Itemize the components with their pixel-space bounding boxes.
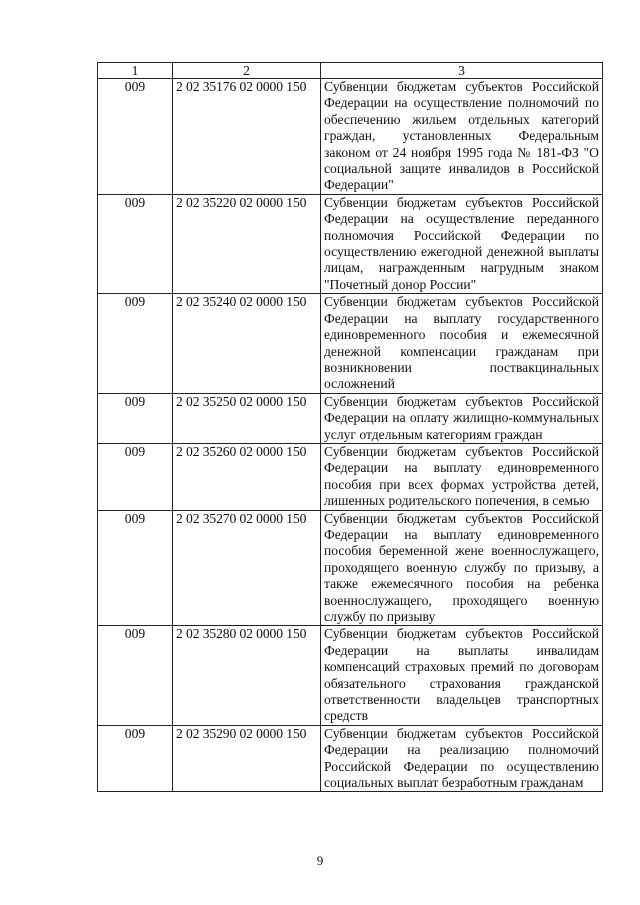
revenue-name-cell: Субвенции бюджетам субъектов Российской Федерации на выплату единовременного пособия беременной жене военнослужащего, проходящего военную службу по призыву, а также ежемесячного пособия на ребенка военнослужащего, проходящего военную службу по призыву	[321, 510, 603, 626]
revenue-code-cell: 2 02 35176 02 0000 150	[173, 79, 321, 195]
table-row	[98, 294, 603, 393]
revenue-code-cell: 2 02 35250 02 0000 150	[173, 393, 321, 443]
table-row	[98, 393, 603, 443]
revenue-name-cell: Субвенции бюджетам субъектов Российской Федерации на выплату государственного единовременного пособия и ежемесячной денежной компенсации гражданам при возникновении поствакцинальных осложнений	[321, 294, 603, 393]
revenue-name-cell: Субвенции бюджетам субъектов Российской Федерации на оплату жилищно-коммунальных услуг отдельным категориям граждан	[321, 393, 603, 443]
revenue-name-cell: Субвенции бюджетам субъектов Российской Федерации на выплаты инвалидам компенсаций страховых премий по договорам обязательного страхования гражданской ответственности владельцев транспортных средств	[321, 626, 603, 725]
admin-code-cell: 009	[98, 626, 173, 725]
table-row	[98, 443, 603, 510]
admin-code-cell: 009	[98, 194, 173, 293]
revenue-code-cell: 2 02 35240 02 0000 150	[173, 294, 321, 393]
revenue-code-cell: 2 02 35280 02 0000 150	[173, 626, 321, 725]
revenue-code-cell: 2 02 35260 02 0000 150	[173, 443, 321, 510]
page-number: 9	[316, 853, 324, 868]
revenue-code-cell: 2 02 35220 02 0000 150	[173, 194, 321, 293]
header-col-1: 1	[98, 63, 173, 79]
budget-codes-table	[97, 62, 603, 792]
table-row	[98, 194, 603, 293]
admin-code-cell: 009	[98, 79, 173, 195]
admin-code-cell: 009	[98, 393, 173, 443]
table-row	[98, 626, 603, 725]
admin-code-cell: 009	[98, 510, 173, 626]
admin-code-cell: 009	[98, 725, 173, 792]
revenue-name-cell: Субвенции бюджетам субъектов Российской Федерации на реализацию полномочий Российской Федерации по осуществлению социальных выплат безработным гражданам	[321, 725, 603, 792]
revenue-name-cell: Субвенции бюджетам субъектов Российской Федерации на выплату единовременного пособия при всех формах устройства детей, лишенных родительского попечения, в семью	[321, 443, 603, 510]
revenue-name-cell: Субвенции бюджетам субъектов Российской Федерации на осуществление переданного полномочия Российской Федерации по осуществлению ежегодной денежной выплаты лицам, награжденным нагрудным знаком "Почетный донор России"	[321, 194, 603, 293]
table-row	[98, 725, 603, 792]
revenue-code-cell: 2 02 35290 02 0000 150	[173, 725, 321, 792]
admin-code-cell: 009	[98, 294, 173, 393]
revenue-code-cell: 2 02 35270 02 0000 150	[173, 510, 321, 626]
table-row	[98, 510, 603, 626]
header-col-2: 2	[173, 63, 321, 79]
table-header-row	[98, 63, 603, 79]
revenue-name-cell: Субвенции бюджетам субъектов Российской Федерации на осуществление полномочий по обеспечению жильем отдельных категорий граждан, установленных Федеральным законом от 24 ноября 1995 года № 181-ФЗ "О социальной защите инвалидов в Российской Федерации"	[321, 79, 603, 195]
admin-code-cell: 009	[98, 443, 173, 510]
header-col-3: 3	[321, 63, 603, 79]
table-row	[98, 79, 603, 195]
